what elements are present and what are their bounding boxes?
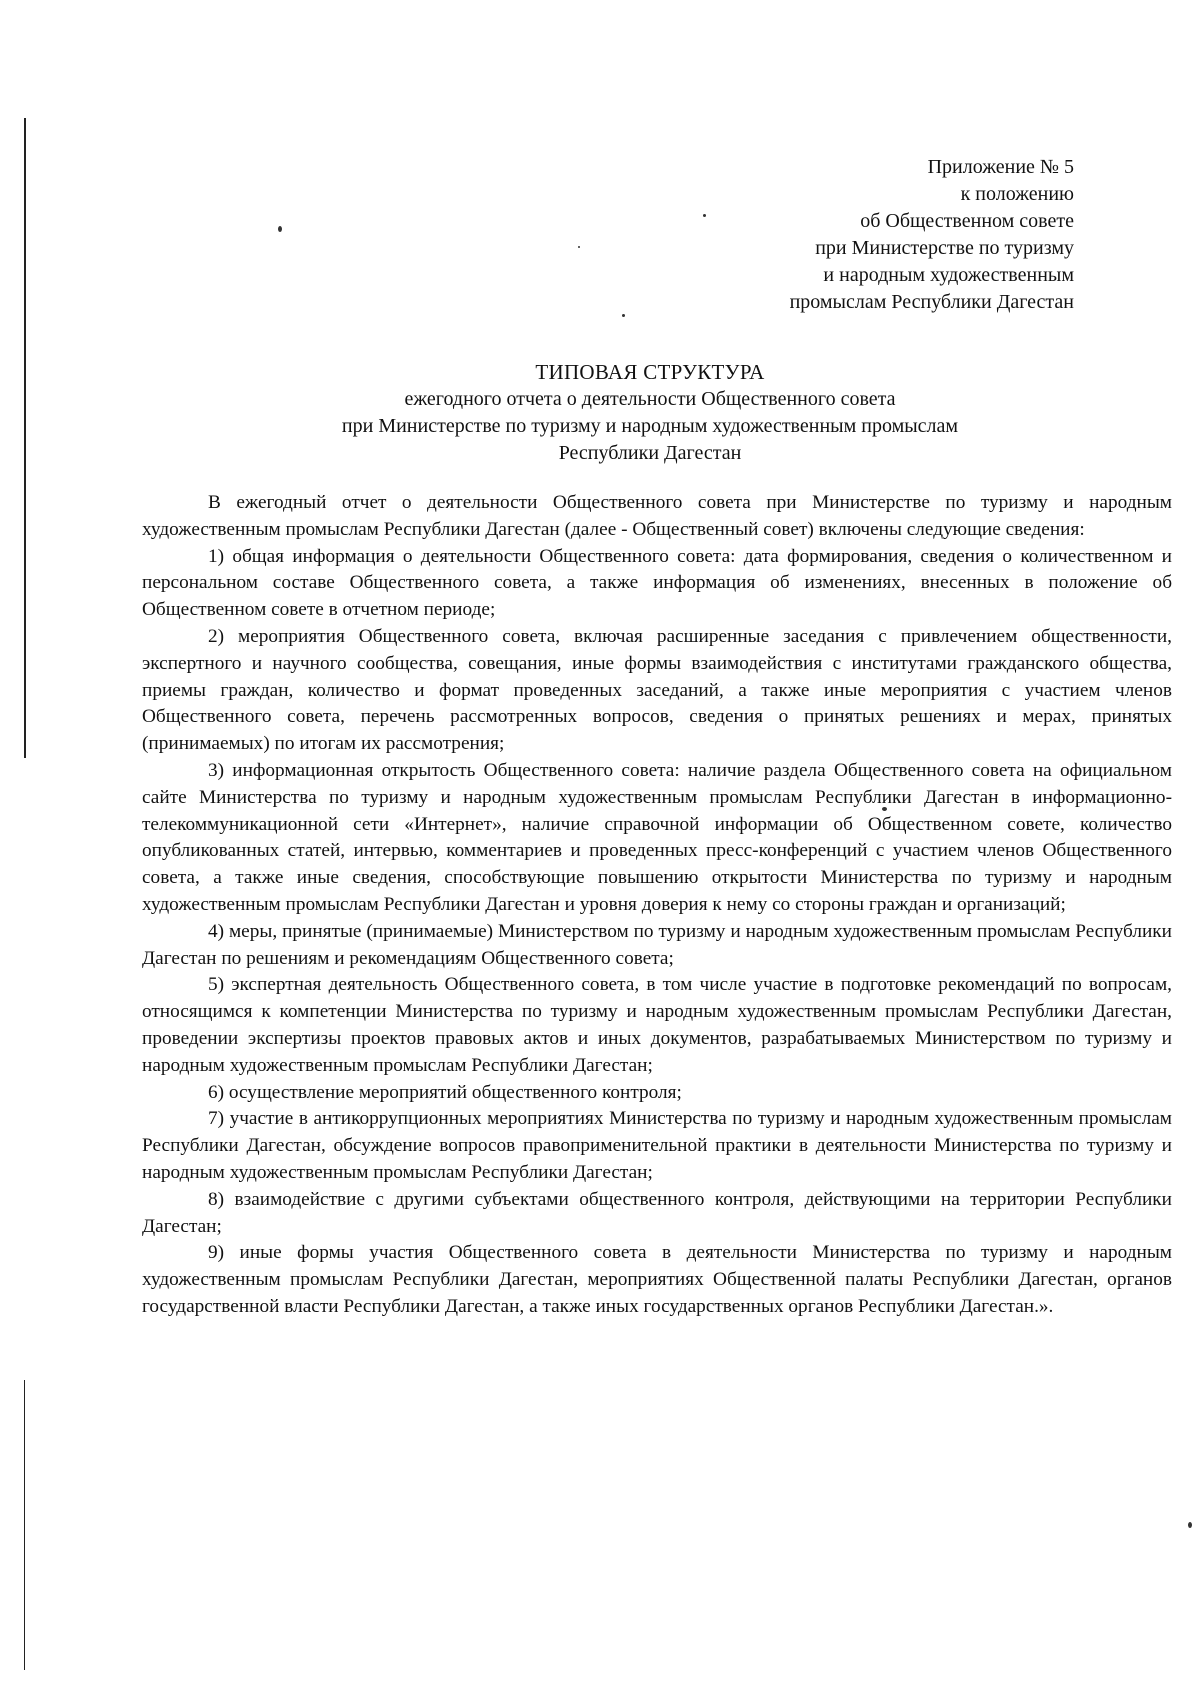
list-item: 1) общая информация о деятельности Общественного совета: дата формирования, сведения о количественном и персональном составе Общественного совета, а также информация об изменениях, внесенных в положение об Общественном совете в отчетном периоде;	[142, 545, 1172, 621]
annex-line: к положению	[960, 183, 1074, 205]
document-body	[142, 490, 1172, 1321]
scan-edge-line	[24, 1380, 25, 1670]
list-item: 2) мероприятия Общественного совета, включая расширенные заседания с привлечением общественности, экспертного и научного сообщества, совещания, иные формы взаимодействия с институтами гражданского общества, приемы граждан, количество и формат проведенных заседаний, а также иные мероприятия с участием членов Общественного совета, перечень рассмотренных вопросов, сведения о принятых решениях и мерах, принятых (принимаемых) по итогам их рассмотрения;	[142, 625, 1172, 755]
scan-speck	[622, 314, 625, 317]
annex-line: промыслам Республики Дагестан	[789, 291, 1074, 313]
document-title	[120, 359, 1180, 467]
title-subline: при Министерстве по туризму и народным художественным промыслам	[341, 415, 959, 437]
list-item: 4) меры, принятые (принимаемые) Министерством по туризму и народным художественным промыслам Республики Дагестан по решениям и рекомендациям Общественного совета;	[142, 920, 1172, 969]
annex-line: Приложение № 5	[927, 156, 1074, 178]
scan-speck	[278, 226, 282, 232]
scan-speck	[703, 214, 706, 217]
annex-line: и народным художественным	[823, 264, 1074, 286]
annex-header	[790, 154, 1074, 316]
list-item: 8) взаимодействие с другими субъектами общественного контроля, действующими на территории Республики Дагестан;	[142, 1188, 1172, 1237]
title-subline: ежегодного отчета о деятельности Общественного совета	[404, 388, 896, 410]
intro-paragraph: В ежегодный отчет о деятельности Общественного совета при Министерстве по туризму и народным художественным промыслам Республики Дагестан (далее - Общественный совет) включены следующие сведения:	[142, 492, 1172, 540]
list-item: 7) участие в антикоррупционных мероприятиях Министерства по туризму и народным художественным промыслам Республики Дагестан, обсуждение вопросов правоприменительной практики в деятельности Министерства по туризму и народным художественным промыслам Республики Дагестан;	[142, 1108, 1172, 1183]
list-item: 5) экспертная деятельность Общественного совета, в том числе участие в подготовке рекомендаций по вопросам, относящимся к компетенции Министерства по туризму и народным художественным промыслам Республики Дагестан, проведении экспертизы проектов правовых актов и иных документов, разрабатываемых Министерством по туризму и народным художественным промыслам Республики Дагестан;	[142, 974, 1172, 1076]
annex-line: при Министерстве по туризму	[815, 237, 1074, 259]
list-item: 9) иные формы участия Общественного совета в деятельности Министерства по туризму и народным художественным промыслам Республики Дагестан, мероприятиях Общественной палаты Республики Дагестан, органов государственной власти Республики Дагестан, а также иных государственных органов Республики Дагестан.».	[142, 1242, 1172, 1317]
title-subline: Республики Дагестан	[558, 442, 742, 464]
scan-speck	[1188, 1522, 1192, 1528]
scan-speck	[578, 246, 580, 248]
annex-line: об Общественном совете	[860, 210, 1074, 232]
list-item: 3) информационная открытость Общественного совета: наличие раздела Общественного совета на официальном сайте Министерства по туризму и народным художественным промыслам Республики Дагестан в информационно-телекоммуникационной сети «Интернет», наличие справочной информации об Общественном совете, количество опубликованных статей, интервью, комментариев и проведенных пресс-конференций с участием членов Общественного совета, а также иные сведения, способствующие повышению открытости Министерства по туризму и народным художественным промыслам Республики Дагестан и уровня доверия к нему со стороны граждан и организаций;	[142, 759, 1172, 915]
scan-edge-line	[24, 118, 26, 758]
title-main: ТИПОВАЯ СТРУКТУРА	[535, 360, 765, 384]
list-item: 6) осуществление мероприятий общественного контроля;	[208, 1081, 682, 1103]
